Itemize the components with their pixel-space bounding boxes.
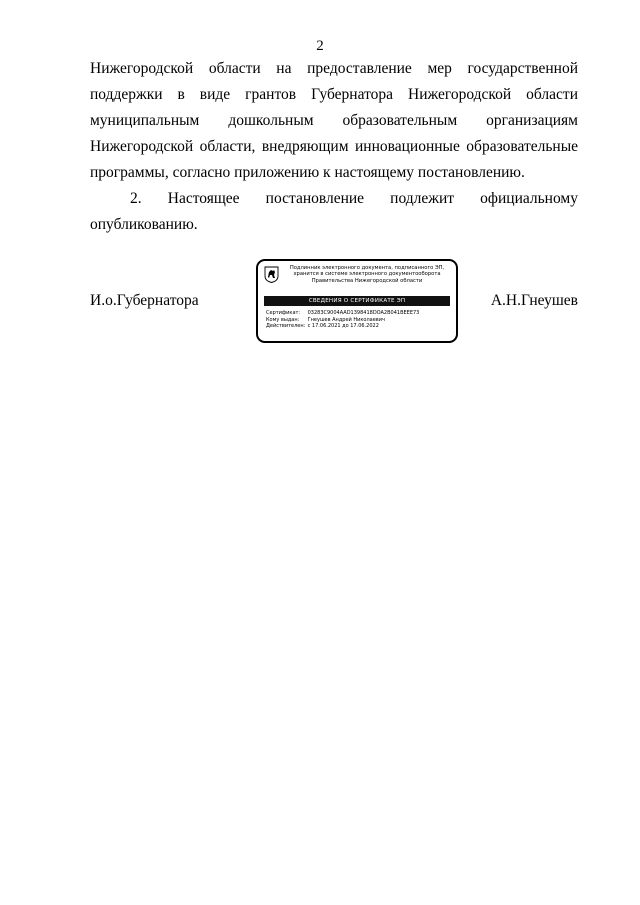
body-line: 2. Настоящее постановление подлежит официальному <box>130 190 578 207</box>
stamp-valid-label: Действителен: <box>266 323 306 330</box>
signatory-title: И.о.Губернатора <box>90 292 199 309</box>
stamp-valid-value: с 17.06.2021 до 17.06.2022 <box>307 323 379 330</box>
body-line: поддержки в виде грантов Губернатора Нижегородской области <box>90 86 578 103</box>
body-line: муниципальным дошкольным образовательным организациям <box>90 112 578 129</box>
page-number: 2 <box>316 38 324 54</box>
stamp-header-line: хранится в системе электронного документооборота <box>293 271 441 278</box>
body-line: Нижегородской области на предоставление мер государственной <box>90 60 578 77</box>
stamp-certificate-bar: СВЕДЕНИЯ О СЕРТИФИКАТЕ ЭП <box>264 296 450 306</box>
stamp-certificate-label: Сертификат: <box>266 310 301 316</box>
body-line: программы, согласно приложению к настоящему постановлению. <box>90 164 525 181</box>
stamp-certificate-row <box>266 310 452 317</box>
body-line: Нижегородской области, внедряющим инновационные образовательные <box>90 138 578 155</box>
document-body <box>90 56 578 238</box>
body-line: опубликованию. <box>90 216 198 233</box>
paragraph-1 <box>90 56 578 186</box>
stamp-issued-to-value: Гнеушев Андрей Николаевич <box>307 316 385 323</box>
signatory-name: А.Н.Гнеушев <box>490 292 578 309</box>
paragraph-2 <box>90 186 578 238</box>
stamp-header-line: Подлинник электронного документа, подписанного ЭП, <box>289 265 445 271</box>
stamp-valid-row <box>266 323 452 330</box>
stamp-details <box>266 310 452 330</box>
coat-of-arms-icon <box>264 266 279 283</box>
electronic-signature-stamp <box>256 259 458 343</box>
stamp-certificate-value: 03283C9004AAD1398418DOA2B041BEEE73 <box>307 310 420 316</box>
stamp-header-line: Правительства Нижегородской области <box>311 277 423 284</box>
stamp-header <box>280 265 454 284</box>
stamp-issued-to-label: Кому выдан: <box>266 316 300 323</box>
